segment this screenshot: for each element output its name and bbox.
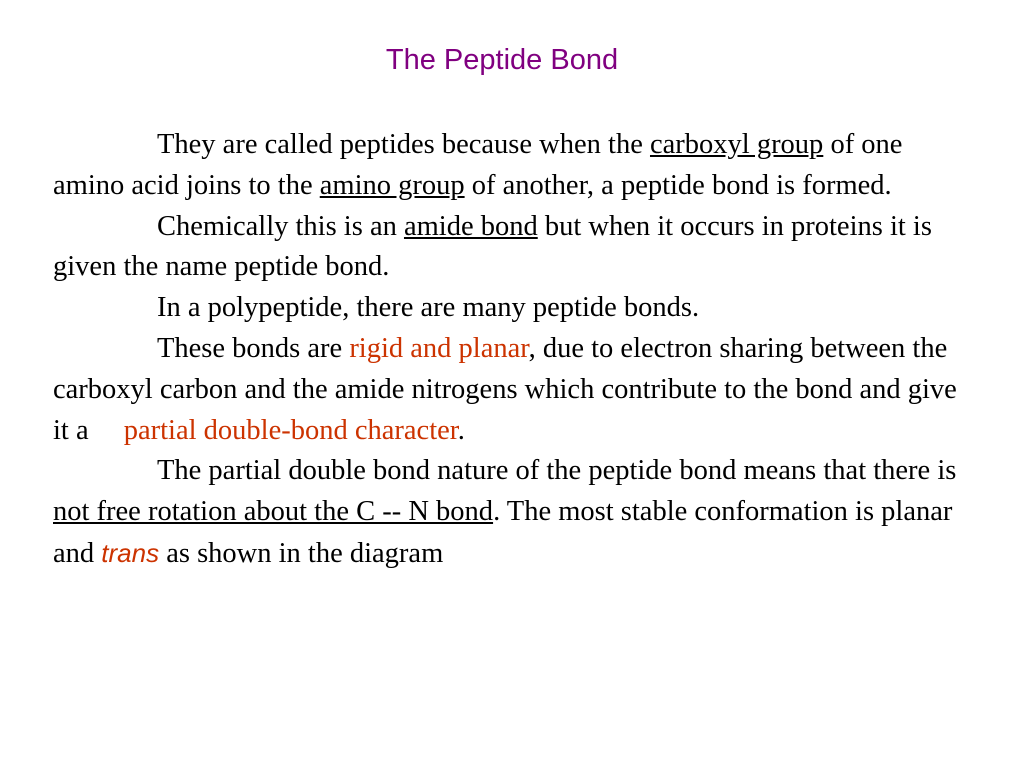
text-run: of another, a peptide bond is formed. xyxy=(464,169,892,201)
paragraph-rotation xyxy=(53,451,973,574)
paragraph-peptide-definition xyxy=(53,125,973,207)
text-run: of one amino acid joins to the xyxy=(53,129,903,201)
text-run: but when it occurs in proteins it is given the name peptide bond. xyxy=(53,210,932,283)
paragraph-polypeptide xyxy=(53,288,973,329)
paragraph-amide-bond xyxy=(53,207,973,289)
text-run: as shown in the diagram xyxy=(159,537,444,569)
term-carboxyl-group: carboxyl group xyxy=(649,129,824,160)
term-no-free-rotation: not free rotation about the C -- N bond xyxy=(53,496,494,528)
text-run: The partial double bond nature of the peptide bond means that there is xyxy=(157,455,957,487)
text-run: These bonds are xyxy=(157,332,350,364)
text-run: In a polypeptide, there are many peptide bonds. xyxy=(157,292,700,324)
term-amide-bond: amide bond xyxy=(403,210,538,242)
text-run: , due to electron sharing between the carboxyl carbon and the amide nitrogens which contribute to the bond and give it a xyxy=(53,332,957,446)
term-rigid-and-planar: rigid and planar xyxy=(349,332,529,364)
text-run: They are called peptides because when the xyxy=(157,129,650,160)
term-partial-double-bond-character: partial double-bond character xyxy=(123,414,458,446)
term-trans: trans xyxy=(101,537,160,568)
paragraph-rigid-planar xyxy=(53,329,973,451)
slide-title: The Peptide Bond xyxy=(385,44,619,76)
text-run: Chemically this is an xyxy=(157,210,404,242)
slide-body xyxy=(53,125,973,575)
text-run: . xyxy=(457,414,465,446)
term-amino-group: amino group xyxy=(319,169,465,201)
text-run: . The most stable conformation is planar and xyxy=(53,496,953,569)
